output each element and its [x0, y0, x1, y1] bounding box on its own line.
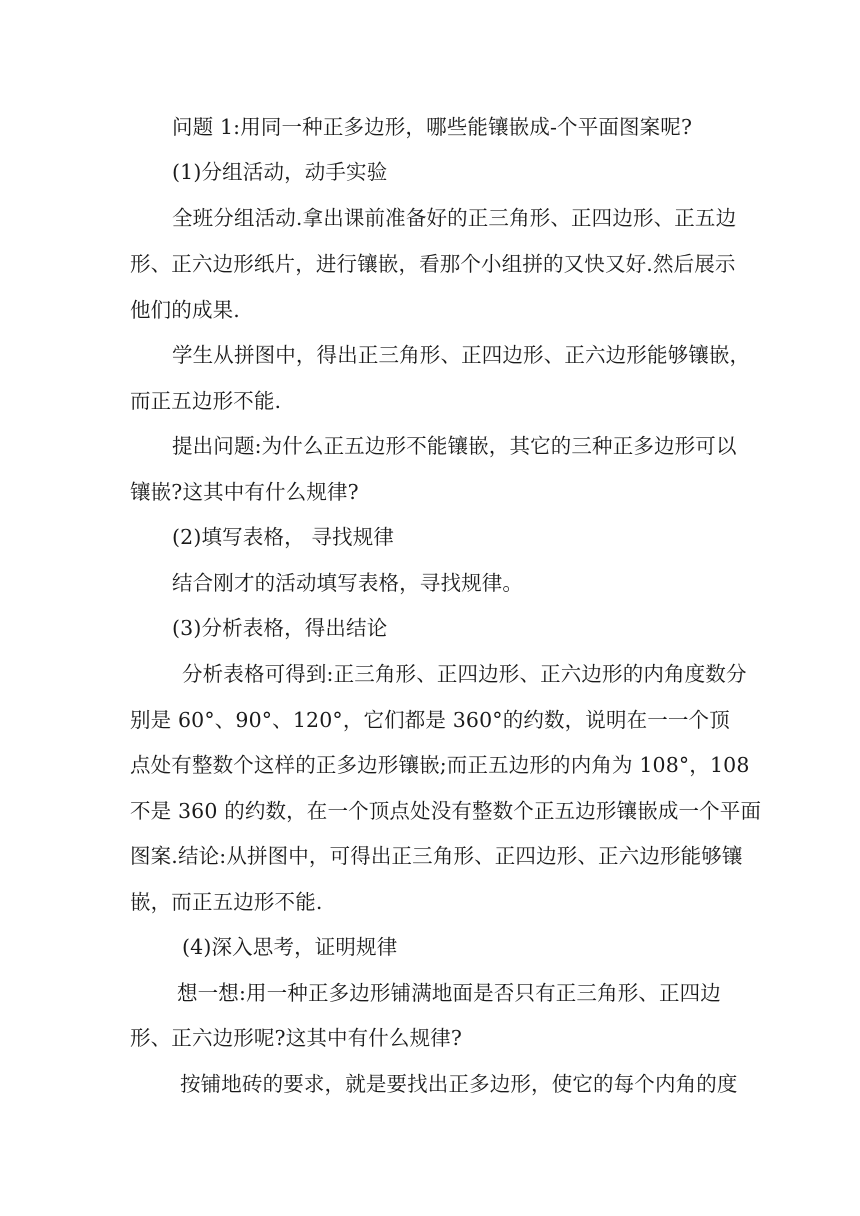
paragraph-analysis-line-1: 分析表格可得到:正三角形、正四边形、正六边形的内角度数分	[182, 662, 747, 686]
paragraph-group-activity-line-2: 形、正六边形纸片，进行镶嵌，看那个小组拼的又快又好.然后展示	[130, 252, 736, 276]
paragraph-student-result-line-2: 而正五边形不能.	[130, 389, 282, 413]
paragraph-analysis-line-2: 别是 60°、90°、120°，它们都是 360°的约数，说明在一一个顶	[130, 708, 730, 732]
heading-step-2: (2)填写表格， 寻找规律	[172, 525, 395, 549]
paragraph-analysis-line-3: 点处有整数个这样的正多边形镶嵌;而正五边形的内角为 108°，108	[130, 753, 750, 777]
paragraph-analysis-line-6: 嵌，而正五边形不能.	[130, 890, 323, 914]
paragraph-group-activity-line-3: 他们的成果.	[130, 298, 240, 322]
paragraph-raise-question-line-2: 镶嵌?这其中有什么规律?	[130, 480, 359, 504]
paragraph-tiling-requirement: 按铺地砖的要求，就是要找出正多边形，使它的每个内角的度	[180, 1072, 738, 1096]
paragraph-question-1: 问题 1:用同一种正多边形，哪些能镶嵌成-个平面图案呢?	[172, 115, 693, 139]
paragraph-think-line-1: 想一想:用一种正多边形铺满地面是否只有正三角形、正四边	[177, 981, 721, 1005]
paragraph-analysis-line-4: 不是 360 的约数，在一个顶点处没有整数个正五边形镶嵌成一个平面	[130, 799, 762, 823]
heading-step-4: (4)深入思考，证明规律	[182, 935, 398, 959]
heading-step-1: (1)分组活动，动手实验	[172, 160, 388, 184]
paragraph-analysis-line-5: 图案.结论:从拼图中，可得出正三角形、正四边形、正六边形能够镶	[130, 844, 743, 868]
paragraph-raise-question-line-1: 提出问题:为什么正五边形不能镶嵌，其它的三种正多边形可以	[172, 434, 737, 458]
paragraph-student-result-line-1: 学生从拼图中，得出正三角形、正四边形、正六边形能够镶嵌，	[172, 343, 751, 367]
paragraph-think-line-2: 形、正六边形呢?这其中有什么规律?	[130, 1026, 463, 1050]
paragraph-group-activity-line-1: 全班分组活动.拿出课前准备好的正三角形、正四边形、正五边	[172, 206, 737, 230]
heading-step-3: (3)分析表格，得出结论	[172, 616, 388, 640]
paragraph-fill-table: 结合刚才的活动填写表格，寻找规律。	[172, 571, 524, 595]
